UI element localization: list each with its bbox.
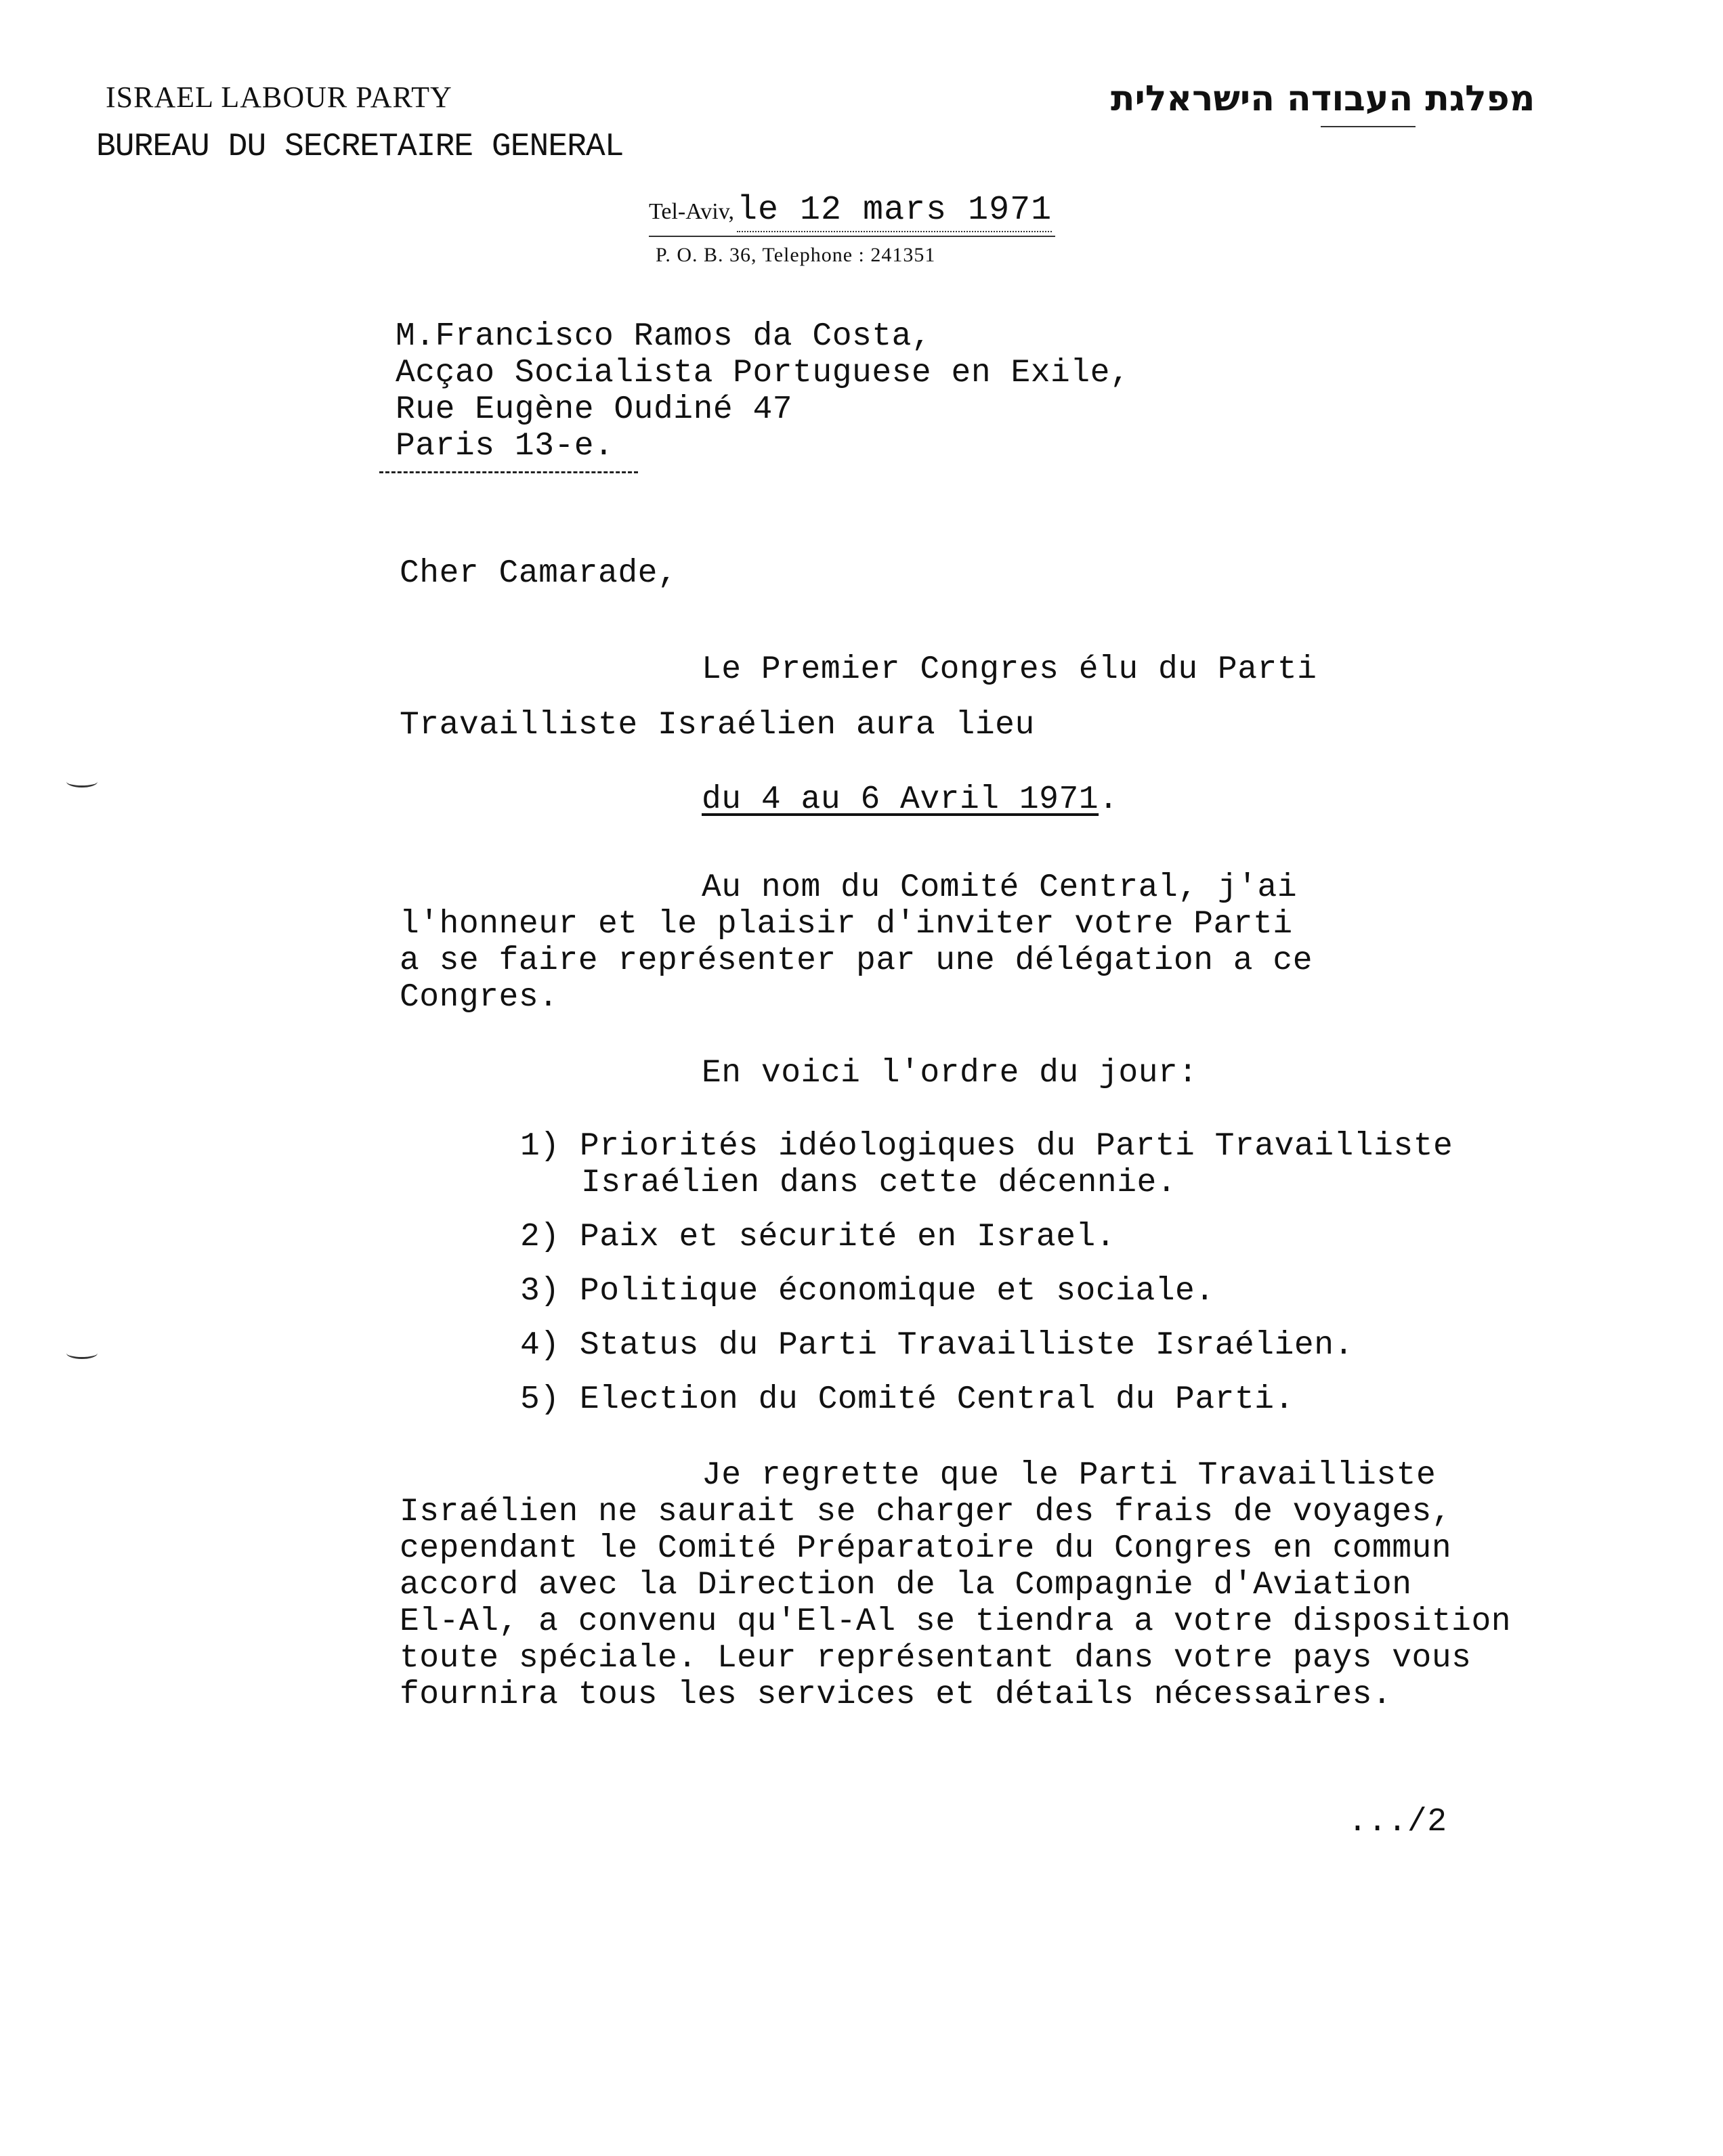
congress-dates-period: . xyxy=(1099,781,1119,818)
paragraph3-line5: El-Al, a convenu qu'El-Al se tiendra a votre disposition xyxy=(400,1603,1512,1640)
contact-line: P. O. B. 36, Telephone : 241351 xyxy=(656,244,936,266)
paragraph3-line6: toute spéciale. Leur représentant dans votre pays vous xyxy=(400,1640,1472,1677)
paragraph3-line3: cependant le Comité Préparatoire du Congres en commun xyxy=(400,1530,1452,1567)
address-underline xyxy=(379,471,638,473)
paragraph3-line2: Israélien ne saurait se charger des frais de voyages, xyxy=(400,1494,1452,1530)
letterhead-party-hebrew: מפלגת העבודה הישראלית xyxy=(1111,79,1535,119)
date-place: Tel-Aviv, xyxy=(649,199,735,224)
agenda-item-1-continued: Israélien dans cette décennie. xyxy=(581,1165,1177,1201)
congress-dates-text: du 4 au 6 Avril 1971 xyxy=(702,781,1099,818)
agenda-item-1: 1) Priorités idéologiques du Parti Travailliste xyxy=(520,1128,1453,1165)
recipient-city: Paris 13-e. xyxy=(396,428,614,465)
letterhead-hebrew-rule xyxy=(1321,126,1416,127)
paragraph3-line1: Je regrette que le Parti Travailliste xyxy=(702,1457,1437,1494)
agenda-item-5: 5) Election du Comité Central du Parti. xyxy=(520,1381,1294,1418)
recipient-name: M.Francisco Ramos da Costa, xyxy=(396,318,932,355)
paragraph1-line1: Le Premier Congres élu du Parti xyxy=(702,651,1317,688)
paragraph3-line4: accord avec la Direction de la Compagnie d'Aviation xyxy=(400,1567,1412,1603)
paragraph3-line7: fournira tous les services et détails nécessaires. xyxy=(400,1677,1392,1713)
paragraph2-line2: l'honneur et le plaisir d'inviter votre Parti xyxy=(400,906,1293,943)
agenda-item-3: 3) Politique économique et sociale. xyxy=(520,1273,1215,1310)
paragraph2-line4: Congres. xyxy=(400,979,559,1016)
congress-dates xyxy=(702,781,1118,818)
page-continuation: .../2 xyxy=(1348,1804,1447,1840)
letterhead-bureau: BUREAU DU SECRETAIRE GENERAL xyxy=(96,129,624,165)
paragraph2-line1: Au nom du Comité Central, j'ai xyxy=(702,869,1298,906)
paragraph1-line2: Travailliste Israélien aura lieu xyxy=(400,707,1035,743)
punch-mark-upper xyxy=(66,776,98,788)
punch-mark-lower xyxy=(66,1348,98,1359)
date-rule xyxy=(649,236,1055,237)
agenda-item-2: 2) Paix et sécurité en Israel. xyxy=(520,1219,1116,1255)
date-line xyxy=(649,191,1052,230)
salutation: Cher Camarade, xyxy=(400,555,678,592)
agenda-intro: En voici l'ordre du jour: xyxy=(702,1055,1198,1092)
date-value: le 12 mars 1971 xyxy=(737,191,1052,232)
recipient-organization: Acçao Socialista Portuguese en Exile, xyxy=(396,355,1130,391)
paragraph2-line3: a se faire représenter par une délégation a ce xyxy=(400,943,1313,979)
recipient-street: Rue Eugène Oudiné 47 xyxy=(396,391,793,428)
letterhead-party-english: ISRAEL LABOUR PARTY xyxy=(106,81,452,114)
agenda-item-4: 4) Status du Parti Travailliste Israélien. xyxy=(520,1327,1354,1364)
